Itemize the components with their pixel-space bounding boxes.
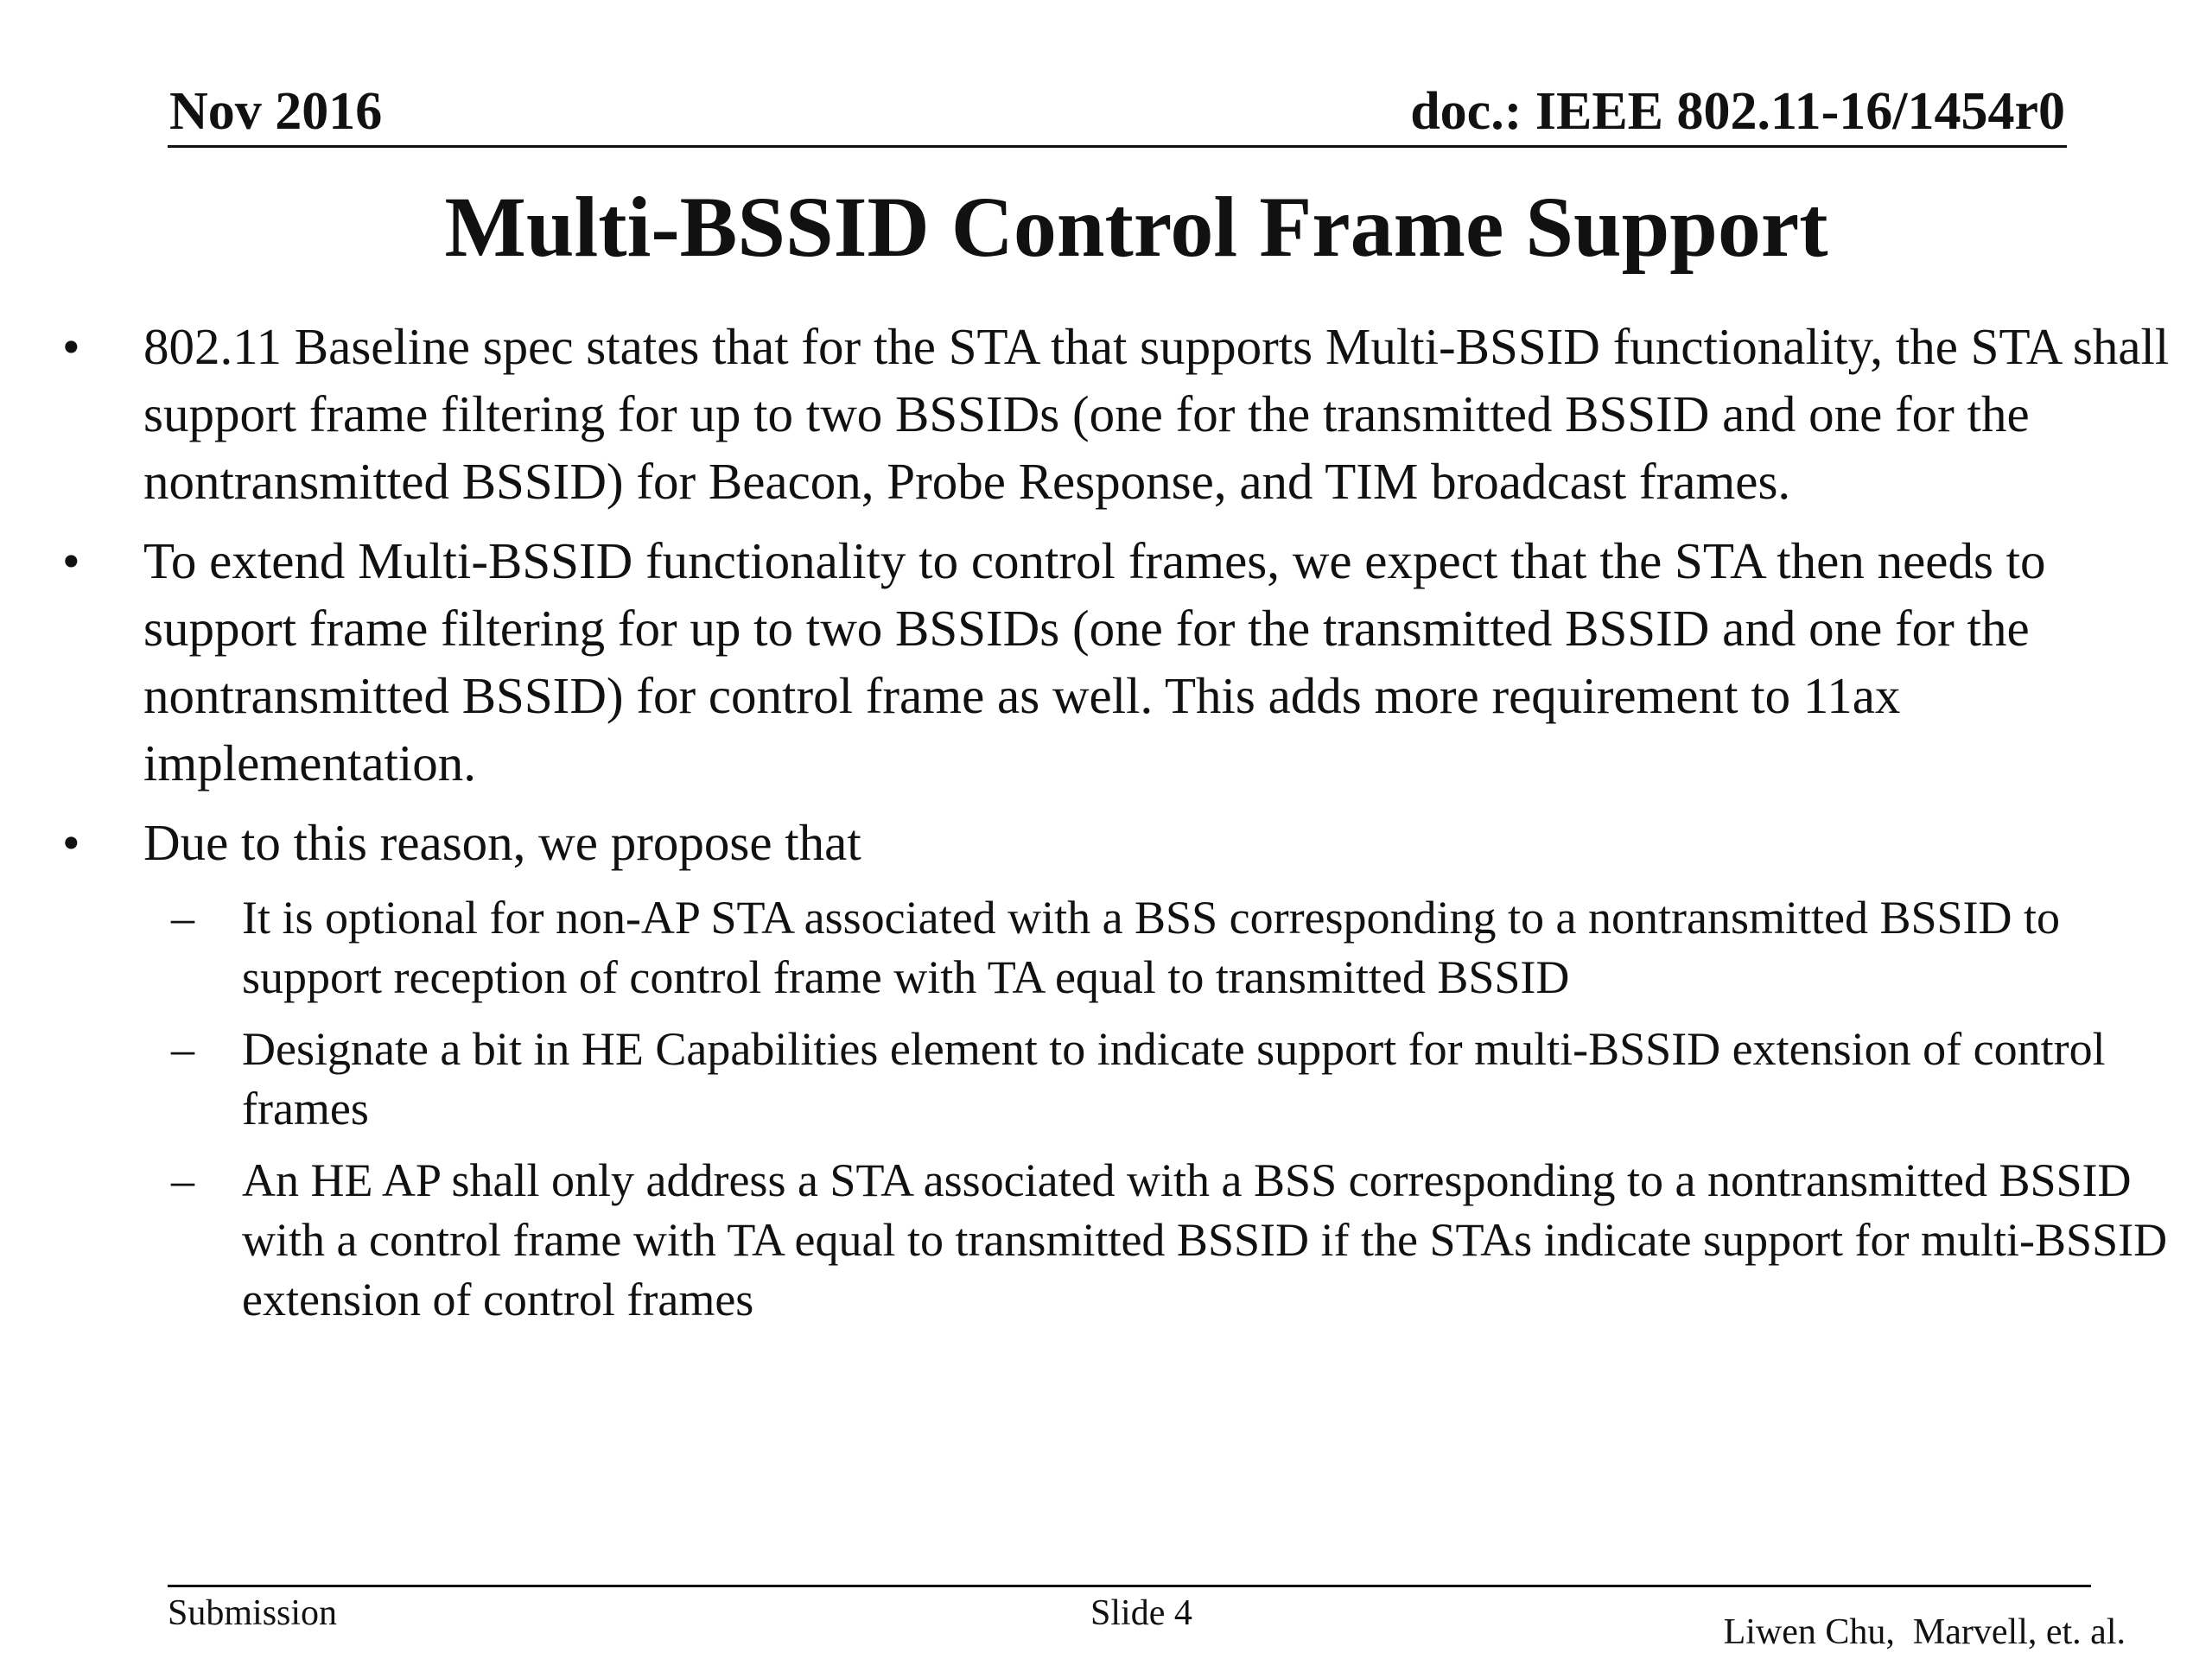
bullet-text: To extend Multi-BSSID functionality to control frames, we expect that the STA then needs to support frame filtering for up to two BSSIDs (one for the transmitted BSSID and one for the nontransmitted BSSID) for control frame as well. This adds more requirement to 11ax implementation. — [143, 532, 2046, 791]
footer-submission: Submission — [168, 1593, 338, 1633]
sub-bullet-item — [52, 888, 2177, 1007]
bullet-marker: • — [62, 814, 80, 871]
sub-bullet-marker: – — [171, 892, 194, 944]
slide-body — [52, 313, 2177, 1342]
sub-bullet-text: Designate a bit in HE Capabilities element to indicate support for multi-BSSID extension of control frames — [242, 1023, 2106, 1135]
sub-bullet-text: An HE AP shall only address a STA associated with a BSS corresponding to a nontransmitted BSSID with a control frame with TA equal to transmitted BSSID if the STAs indicate support for multi-BSSID extension of control frames — [242, 1154, 2168, 1325]
footer-divider — [168, 1585, 2091, 1587]
sub-bullet-marker: – — [171, 1023, 194, 1075]
bullet-text: Due to this reason, we propose that — [143, 814, 861, 871]
footer-author: Liwen Chu, Marvell, et. al. — [1723, 1612, 2126, 1652]
slide-number: Slide 4 — [1090, 1593, 1192, 1633]
sub-bullet-item — [52, 1020, 2177, 1139]
bullet-item — [52, 527, 2177, 797]
sub-bullet-item — [52, 1151, 2177, 1330]
bullet-text: 802.11 Baseline spec states that for the STA that supports Multi-BSSID functionality, the STA shall support frame filtering for up to two BSSIDs (one for the transmitted BSSID and one for the nontransmitted BSSID) for Beacon, Probe Response, and TIM broadcast frames. — [143, 318, 2170, 510]
bullet-item — [52, 809, 2177, 876]
sub-bullet-text: It is optional for non-AP STA associated with a BSS corresponding to a nontransmitted BSSID to support reception of control frame with TA equal to transmitted BSSID — [242, 892, 2061, 1003]
bullet-marker: • — [62, 532, 80, 589]
bullet-item — [52, 313, 2177, 515]
header-date: Nov 2016 — [169, 82, 383, 141]
header-divider — [168, 145, 2067, 148]
slide-title: Multi-BSSID Control Frame Support — [444, 179, 1828, 275]
sub-bullet-marker: – — [171, 1154, 194, 1206]
bullet-marker: • — [62, 318, 80, 375]
document-id: doc.: IEEE 802.11-16/1454r0 — [1410, 82, 2065, 141]
